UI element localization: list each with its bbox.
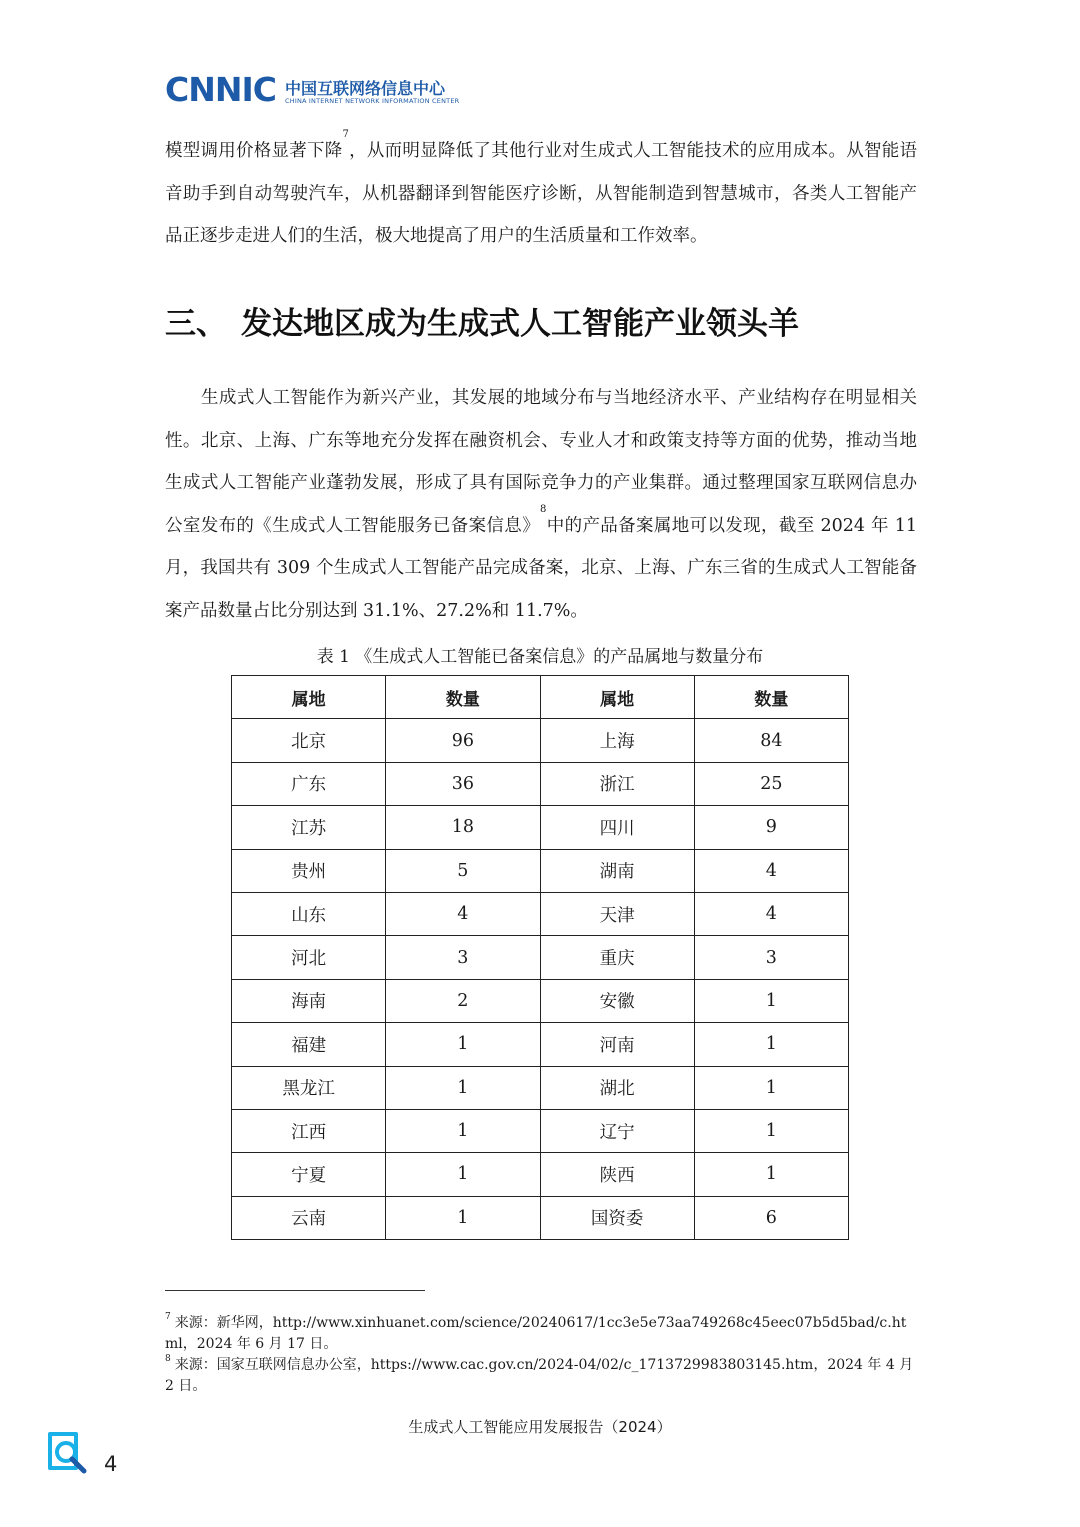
table-caption: 表 1 《生成式人工智能已备案信息》的产品属地与数量分布 — [316, 647, 764, 667]
region-cell: 天津 — [540, 892, 694, 935]
magnifier-report-icon — [46, 1430, 90, 1474]
table-row — [232, 1066, 849, 1109]
count-cell: 1 — [386, 1066, 540, 1109]
footnote-7-number: 7 — [165, 1312, 171, 1322]
region-cell: 陕西 — [540, 1153, 694, 1196]
logo-org-cn: 中国互联网络信息中心 — [285, 79, 446, 98]
footnote-8 — [165, 1355, 917, 1397]
count-cell: 1 — [386, 1023, 540, 1066]
region-cell: 贵州 — [232, 849, 386, 892]
table-row — [232, 762, 849, 805]
footnote-8-number: 8 — [165, 1354, 171, 1364]
region-cell: 宁夏 — [232, 1153, 386, 1196]
table-row — [232, 1109, 849, 1152]
region-cell: 江西 — [232, 1109, 386, 1152]
region-cell: 江苏 — [232, 806, 386, 849]
count-cell: 1 — [694, 979, 848, 1022]
count-cell: 4 — [694, 849, 848, 892]
header-count-1: 数量 — [386, 676, 540, 719]
intro-text-a: 模型调用价格显著下降 — [165, 141, 343, 161]
table-row — [232, 1196, 849, 1239]
region-cell: 上海 — [540, 719, 694, 762]
region-cell: 辽宁 — [540, 1109, 694, 1152]
region-cell: 云南 — [232, 1196, 386, 1239]
header-region-2: 属地 — [540, 676, 694, 719]
header-region-1: 属地 — [232, 676, 386, 719]
footnote-8-text[interactable]: 来源：国家互联网信息办公室，https://www.cac.gov.cn/2024-04/02/c_1713729983803145.htm，2024 年 4 月 2 日。 — [165, 1357, 914, 1394]
region-cell: 四川 — [540, 806, 694, 849]
section-title: 发达地区成为生成式人工智能产业领头羊 — [241, 306, 799, 342]
header-count-2: 数量 — [694, 676, 848, 719]
count-cell: 36 — [386, 762, 540, 805]
table-row — [232, 936, 849, 979]
table-row — [232, 979, 849, 1022]
intro-paragraph — [165, 130, 917, 258]
footnote-7 — [165, 1313, 917, 1355]
section-number: 三、 — [165, 306, 227, 342]
region-cell: 北京 — [232, 719, 386, 762]
region-cell: 湖北 — [540, 1066, 694, 1109]
region-cell: 广东 — [232, 762, 386, 805]
count-cell: 96 — [386, 719, 540, 762]
body-text-a: 生成式人工智能作为新兴产业，其发展的地域分布与当地经济水平、产业结构存在明显相关性。北京、上海、广东等地充分发挥在融资机会、专业人才和政策支持等方面的优势，推动当地生成式人工智能产业蓬勃发展，形成了具有国际竞争力的产业集群。通过整理国家互联网信息办公室发布的《生成式人工智能服务已备案信息》 — [165, 388, 917, 536]
region-cell: 黑龙江 — [232, 1066, 386, 1109]
count-cell: 4 — [386, 892, 540, 935]
count-cell: 3 — [386, 936, 540, 979]
count-cell: 1 — [694, 1109, 848, 1152]
footnote-divider — [165, 1290, 425, 1291]
logo-mark: CNNIC — [165, 70, 276, 109]
table-row — [232, 1023, 849, 1066]
table-header-row — [232, 676, 849, 719]
count-cell: 1 — [694, 1066, 848, 1109]
logo-org-en: CHINA INTERNET NETWORK INFORMATION CENTER — [285, 97, 460, 105]
body-paragraph — [165, 377, 917, 632]
table-row — [232, 806, 849, 849]
count-cell: 2 — [386, 979, 540, 1022]
region-cell: 山东 — [232, 892, 386, 935]
count-cell: 18 — [386, 806, 540, 849]
count-cell: 25 — [694, 762, 848, 805]
body-text-b: 中的产品备案属地可以发现，截至 2024 年 11 月，我国共有 309 个生成式人工智能产品完成备案，北京、上海、广东三省的生成式人工智能备案产品数量占比分别达到 31.1%、27.2%和 11.7%。 — [165, 515, 918, 621]
footnote-ref-7[interactable]: 7 — [342, 129, 349, 140]
count-cell: 4 — [694, 892, 848, 935]
count-cell: 1 — [386, 1196, 540, 1239]
region-cell: 浙江 — [540, 762, 694, 805]
intro-text-b: ，从而明显降低了其他行业对生成式人工智能技术的应用成本。从智能语音助手到自动驾驶汽车，从机器翻译到智能医疗诊断，从智能制造到智慧城市，各类人工智能产品正逐步走进人们的生活，极大地提高了用户的生活质量和工作效率。 — [165, 141, 917, 246]
count-cell: 84 — [694, 719, 848, 762]
report-title: 生成式人工智能应用发展报告（2024） — [408, 1418, 672, 1436]
region-cell: 河南 — [540, 1023, 694, 1066]
cnnic-logo — [165, 72, 485, 108]
region-cell: 重庆 — [540, 936, 694, 979]
footnote-ref-8[interactable]: 8 — [540, 503, 547, 515]
count-cell: 5 — [386, 849, 540, 892]
region-cell: 海南 — [232, 979, 386, 1022]
table-row — [232, 1153, 849, 1196]
page-number: 4 — [104, 1452, 118, 1476]
region-cell: 国资委 — [540, 1196, 694, 1239]
table-row — [232, 849, 849, 892]
count-cell: 1 — [694, 1023, 848, 1066]
region-cell: 河北 — [232, 936, 386, 979]
count-cell: 1 — [386, 1153, 540, 1196]
region-cell: 湖南 — [540, 849, 694, 892]
footnote-7-text[interactable]: 来源：新华网，http://www.xinhuanet.com/science/20240617/1cc3e5e73aa749268c45eec07b5d5bad/c.html，2024 年 6 月 17 日。 — [165, 1315, 907, 1352]
section-heading — [165, 298, 799, 343]
region-cell: 安徽 — [540, 979, 694, 1022]
count-cell: 3 — [694, 936, 848, 979]
count-cell: 9 — [694, 806, 848, 849]
table-row — [232, 719, 849, 762]
count-cell: 1 — [386, 1109, 540, 1152]
region-cell: 福建 — [232, 1023, 386, 1066]
table-row — [232, 892, 849, 935]
count-cell: 6 — [694, 1196, 848, 1239]
distribution-table — [231, 675, 849, 1240]
count-cell: 1 — [694, 1153, 848, 1196]
